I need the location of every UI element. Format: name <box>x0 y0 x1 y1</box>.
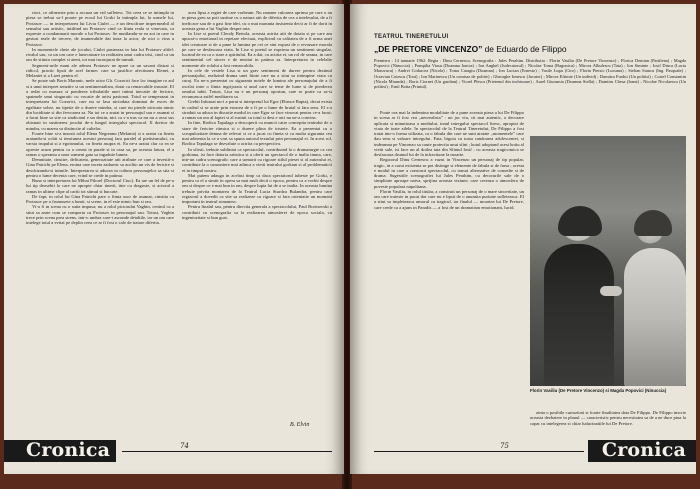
paragraph: De fapt, in rolul lui Gina Patrichi pare o fiinta usor de asumat, cinstita cu Protasov pe o frumusete a lumii, si scene, in el este nimic bun si rau. <box>26 193 174 204</box>
paragraph: In Lise si poetul Cleody Bertola, aceasta actrita atit de dotata si pe care am apucat-o emotional in repetare efectuat, explicind cu calitatea de a fi urma unei idei creatoare si de a pune la lumina pe cei ce sint expusi de o revarsare morala pe care se desfasoara viata. In Lise si poetul se exprima un sentiment singular, lucrind de ea ca o stare a spiritului. Ea a dat, cu actrita ei, un rol de seama, in care sentimentul cel sincer e de neuitat in patima sa. Interpretarea in celelalte momente ale rolului a fost remarcabila. <box>182 31 332 68</box>
left-page <box>4 4 344 474</box>
paragraph: Foarte bine si-a insusit rolul Elena Negreanu (Melania) si a aratat cu fineta aratandu-si ochii si tensiunea acestui personaj fara paralel al pietisismului, cu varsta trupului si a egoismului, cu fineta asupra ei. Ea ne-a aratat clar ca ea se opreste acum pentru ca a crezut in parale si in casa sa, pe aceasta latura, el a ramas o speranta a unor oameni gata sa ingaduie lumea. <box>26 130 174 157</box>
production-credits: Premiera : 14 ianuarie 1962. Regia : Dinu Cernescu. Scenografia : Jules Perahim. Distributia : Florin Vasiliu (De Pretore Vincenzo) ; Florica Demian (Partilena) ; Magda Popovici (Ninuccia) ; Pompilia Viasu (Doamna Ionica) ; Ion Anghel (Judecatorul) ; Nicolae Toma (Bagonicu) ; Mircea Albulescu (Tata) ; Ion Siminie ; Iosif Dinca (Lucia Maruvacu) ; Andrei Codarcea (Nicola) ; Toma Caragiu (Doamna) ; Ion Lucian (Ernesto) ; Vasile Lupu (Ciro) ; Florin Piersic (Lucuma) ; Stelian Stancu (Ing. Pasquale) ; Octavian Cotescu (Toni) ; Ion Marinescu (Un comisar de politie) ; Gheorghe Ionescu (Jucator) ; Mircea Eftimie (Un individ) ; Dumitru Furdui (Un politist) ; Costel Constantin (Nicola Miranda) ; Boris Ciornei (Un gardian) ; Viorel Plesca (Prietenul din inchisoare) ; Aurel Giurumia (Doamna Stella) ; Dumitru Chesa (Ionut) ; Nicolae Nicolaescu (Un politist) ; Emil Botta (Printul). <box>374 58 686 90</box>
paragraph: Grebit Infuruat nu-i a parut si interpretul lui Egor (Ebruce Bapta), decat exista in cadrul si se arate prin eroarea de a fi pe o lume de brutal si fara sens. El s-a straduit sa aduca in discutie modul in care Egor se face vinovat pentru ce-a facut: a ramas un om al faptei si al rusinii cu totul si desi e aici nu ne-a convins. <box>182 99 332 120</box>
right-column-1 <box>374 110 524 434</box>
left-column-2 <box>182 10 332 420</box>
actress-figure <box>624 248 686 386</box>
page-number: 75 <box>500 442 509 450</box>
footer-rule <box>374 451 584 452</box>
paragraph: In fine, Rodica Tapalaga a descoperit cu muncii catre conceptia teatrului de o stare de fericire ritmica si o durere plina de tristete. Ea a prezentat cu o scrupulozitate demna de relevat si ce a jucat cu fineta si cu multa siguranta cea mai aderenta la ce a vrut sa spuna autorul textului prin personajul ei. In acest rol, Rodica Tapalaga se dezvaluie o actrita cu perspectiva. <box>182 120 332 147</box>
author-signature: B. Elvin <box>290 422 310 428</box>
photo-caption: Florin Vasiliu (De Pretore Vincenzo) si Magda Popovici (Ninuccia) <box>530 388 667 393</box>
paragraph: Se poate sub Boris Maranic, mele actor Gh. Cozorici face loc imagine ro aul si a unui interpret senzitiv si un sentimentalism, dotat cu remarcabile insusiri. El a redat cu masura si ponderea tribulatiile unei intimi inecatie de fericire, spaimele unui singuratic cu vocatie de artist pasionat. Totul se temperazat in interpretarea lui Cozorici, care nu se lasa niciodata dominat de exces de egalitate sobre, nu tipetie de o durere mindra, si care nu pierde nicioata nimic din luciditate si din fervoarea sa. Nu tot ce a aratat in personajul sau e asumat si a facut bine sa stie ca sindicatul e un destin, nici ca s-a tras ca nu nu a avut sus obisnuit in sustinerea jocului de-a lungul intregului spectacol. Il doritor de mindra, cu marea sa distinctie al cultelor. <box>26 78 174 131</box>
actress-figure-hair <box>634 210 672 236</box>
paragraph: Pentru finalul sau, pentru directia generala a spectacolului, Paul Bortnovski a contribuit cu scenografia sa la realizarea atmosferei de epoca sociala, cu ingeniozitate si bun gust. <box>182 204 332 220</box>
production-photo <box>530 136 686 386</box>
hands-detail <box>600 286 622 296</box>
theatre-rubric: TEATRUL TINERETULUI <box>374 34 449 40</box>
paragraph: Mai putem adauga in acelasi timp ca daca spectatorul iubeste pe Gorki, e pentru ca el a simtit in opera sa mai mult decit o epoca, pentru ca a vorbit despre om si despre ce e mai bun in om, despre lupta lui de a se inalta. In aceasta lumina trebuie privita montarea de la Teatrul Lucia Sturdza Bulandra, pentru care regizorul a dovedit ca stie sa realizeze cu rigoare si fara ostentatie un moment important in teatrul romanesc. <box>182 172 332 204</box>
paragraph: zinta o posibile curiozitati si foarte finalitatea data De Filippo. De Filippo inscrie aceasta dezbatere in planul — caracteristic pentru necesitatea sa de a ne duce pina la capat cu intelegerea si chiar halucinatiile lui De Pretore. <box>530 410 686 426</box>
right-column-2 <box>530 410 686 440</box>
section-title: Cronica <box>601 439 686 461</box>
paragraph: In cele de vestele Lisa si un grav sentiment de durere pentru destinul personajului, realizind drama unei fiinte care nu a stiut sa intimpine viata cu curaj. Ea ne-a prezentat cu siguranta notele de lumina ale personajului de a fi oscilat intre o fiinta ingrijorata si unul care se teme de lume si de pierderea omului iubit. Totusi, Lisa nu e un personaj oportun, care se poate ca sa-si recunoasca astfel meditarea sa. <box>182 67 332 99</box>
section-title: Cronica <box>26 439 111 461</box>
play-title: „DE PRETORE VINCENZO” <box>374 44 483 54</box>
paragraph: In momentele cheie ale jocului, Ciulei pastreaza in fata lui Protasov altfel: rivalul sau, ca un om care e lunecatoare in realitatea unui cadru trist, cind ca un om de stiinta complet si atent, tot mai inconjurat de tumult. <box>26 46 174 63</box>
paragraph: Segment-urile mani ale adesea Protasov ne apare ca un savant distrat si ridicol, practic lipsit de acel farmec care sa justifice afectiunea Elenei, a Melaniei si a Lizei pentru el. <box>26 62 174 78</box>
paragraph: rioci, ce afirmeste prin a accuza un vid sufletesc. Tot ceea ce se intimpla in piesa se trebui sa-l poarte pe ecoul lui Gorki la intimpla lui, la urmele lui, Protasov — in interpretarea lui Liviu Ciulei — e un descifrare impermeabil al sensului sau artistic, intiltind un Protasov cind ca fiinta reala si vinovata, ca expresie a condamnarii morale a lui Protasov. Se mutilandu-se ea aoi in care in gesturi reale de trecere, de inumerabile dat intra la actor, de nici o vina a Protasov. <box>26 10 174 47</box>
actor-figure-hair <box>558 206 602 236</box>
paragraph: Demnitate, cinstire, delicateta, generozitate atit atribute ce care a investit-o Gina Patrichi pe Elena, eroina care inceta zadarnic sa acolito un vis de fericire si deschizandu-si inimile. Interpretarea si aducea in cultura personajelor sa stia si pentru o lume decenta care, vrind se crede in patima. <box>26 157 174 178</box>
paragraph: Poate cea mai la indemina modalitate de a pune aceasta piesa a lui De Filippo in scena ar fi fost cea „neorealista” : un joc viu, cit mai autentic, o decorare aplicata si minutioasa a mediului, tonul intregului spectacol firesc, apropiat de viata de toate zilele. In spectacolul de la Teatrul Tineretului, De Filippo a fost tratat intr-o forma stilizata, ca o fabula din care ne sunt aratate „momentele” care dau sens si valoare intregului. Fata, bigota cu toata candoarea adolescentei, si indeamna pe Vincenzo sa caute protectia unui sfint ; hotul adoptand acest hotiu al vietii sale, isi face un al doilea tata din Sfintul Iosif ; cu aceasta tragicomica se desfasoara drumul lui de la infractiune la moarte. <box>374 110 524 157</box>
right-page <box>350 4 696 474</box>
article-headline <box>374 44 684 54</box>
paragraph: acea lipsa a regiei de care vorbeam. Nu ramane culoarea aprinsa pe care o au in piesa greu sa poti sustine cu o natura atit de diferita de cea a intelesului, de a fi ineficace sau de a gasi fine idei, cu o mai marunta insistenta decit ar fi de dorit in aceasta gena a lui Vaghin despre arta. <box>182 10 332 31</box>
left-column-1 <box>26 10 174 430</box>
paragraph: Buna si interpretarea lui Mihai Pilorel (Doctorul Ciuc). Ea are un fel de pe-a lui tip deosebit la care ne apropie chiar tinerii, tine cu dragoste, si actorul a ramas in ultime clipe al cartii tot stimul si bucurie. <box>26 178 174 194</box>
paragraph: Vi-a fi in scena cu o suita impusa; nu a rolul pictorului Vaghin, centrul ca a stiut sa arate cum se comporta cu Protasov in personajul sau. Totusi, Vaghin trece prin scena prea strens, intr-o umbra care-i ascunde detaliile, iar un om care intelege totul a evitat pe deplin ceea ce ar fi fost o cale de tratare diferita. <box>26 204 174 225</box>
play-author: de Eduardo de Filippo <box>482 44 567 54</box>
paragraph: Florin Vasiliu, in rolul titular, a construit un personaj de o mare sinceritate, un om care traieste in pacat dar care nu e lipsit de o anumita puritate sufleteasca. El a stiut sa impleteasca umorul cu tragicul, iar finalul — moartea lui De Pretore, care crede ca a ajuns in Paradis — a fost de un dramatism emotionant, lucid. <box>374 188 524 210</box>
page-number: 74 <box>180 442 189 450</box>
actor-figure <box>544 244 614 386</box>
paragraph: Regizorul Dinu Cernescu a vazut in Vincenzo un personaj de tip popular, tragic, in a carui existenta se pot distinge si elemente de fabula si de farsa ; acesta e modul in care a construit spectacolul, cu tonuri alternative de comedie si de drama. Sugestiile scenografiei lui Jules Perahim, cu decorurile sale de o simplitate aproape naiva, sprijina aceasta viziune, care creeaza o atmosfera de poveste populara napolitana. <box>374 157 524 189</box>
footer-rule <box>122 451 332 452</box>
paragraph: In sfirsit, trebuie subliniat ca spectacolul, contribuind la o dramaturgie ca cea gorkiana, isi face datoria artistica si a oferit un spectacol de o inalta tinuta, care, intr-un cadru scenografic care a urmarit cu rigoare stilul piesei si al autorului ei, contribuie la o cunoastere mai adinca a vietii teatrului gorkian si al problematicii ei in timpul nostru. <box>182 146 332 173</box>
